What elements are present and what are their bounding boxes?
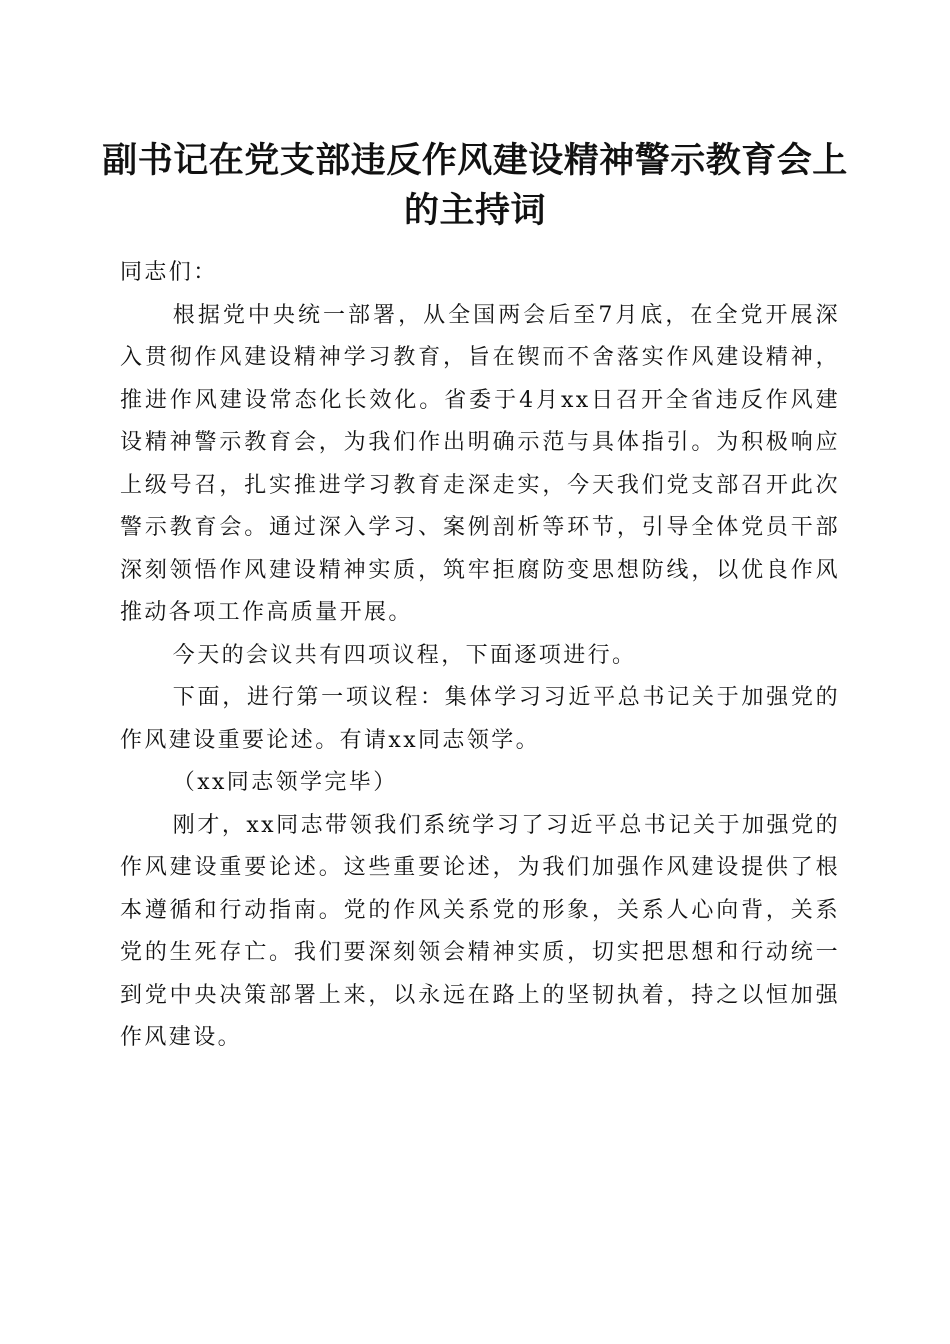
salutation: 同志们：: [120, 260, 218, 285]
document-body: [120, 252, 840, 1060]
document-title: 副书记在党支部违反作风建设精神警示教育会上的主持词: [102, 140, 848, 231]
paragraph-agenda: 今天的会议共有四项议程，下面逐项进行。: [172, 642, 637, 668]
paragraph-summary: 刚才，xx同志带领我们系统学习了习近平总书记关于加强党的作风建设重要论述。这些重要论述，为我们加强作风建设提供了根本遵循和行动指南。党的作风关系党的形象，关系人心向背，关系党的生死存亡。我们要深刻领会精神实质，切实把思想和行动统一到党中央决策部署上来，以永远在路上的坚韧执着，持之以恒加强作风建设。: [120, 812, 840, 1050]
paragraph-item-one: 下面，进行第一项议程：集体学习习近平总书记关于加强党的作风建设重要论述。有请xx同志领学。: [120, 685, 840, 753]
paragraph-intro: 根据党中央统一部署，从全国两会后至7月底，在全党开展深入贯彻作风建设精神学习教育，旨在锲而不舍落实作风建设精神，推进作风建设常态化长效化。省委于4月xx日召开全省违反作风建设精神警示教育会，为我们作出明确示范与具体指引。为积极响应上级号召，扎实推进学习教育走深走实，今天我们党支部召开此次警示教育会。通过深入学习、案例剖析等环节，引导全体党员干部深刻领悟作风建设精神实质，筑牢拒腐防变思想防线，以优良作风推动各项工作高质量开展。: [120, 302, 840, 625]
paragraph-stage-note: （xx同志领学完毕）: [172, 770, 398, 795]
